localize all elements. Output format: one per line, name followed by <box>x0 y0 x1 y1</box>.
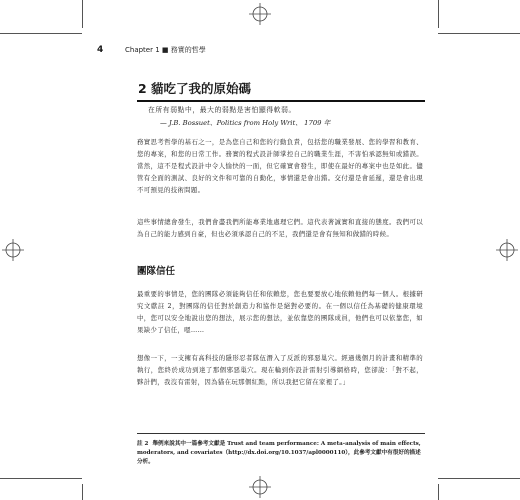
crop-mark-top-left-v <box>82 0 83 28</box>
page-number: 4 <box>97 45 104 55</box>
footnote <box>137 440 425 467</box>
crop-mark-top-right-v <box>438 0 439 28</box>
registration-mark-right <box>496 239 518 261</box>
epigraph-attribution: — J.B. Bossuet、Politics from Holy Writ、 1709 年 <box>160 119 331 127</box>
subheading-team-trust: 團隊信任 <box>137 266 176 277</box>
registration-mark-top <box>249 3 271 25</box>
running-header: Chapter 1 ■ 務實的哲學 <box>125 46 206 54</box>
crop-mark-top-left-h <box>0 33 82 34</box>
footnote-rule <box>137 433 425 434</box>
body-paragraph-2: 這些事情總會發生，我們會盡我們所能專業地處理它們。這代表著誠實和直接的態度。我們可以為自己的能力感到自豪，但也必須承認自己的不足，我們還是會有無知和做錯的時候。 <box>137 218 423 238</box>
body-paragraph-3: 最重要的事情是，您的團隊必須能夠信任和依賴您，您也要要放心地依賴他們每一個人。根據研究文獻註 2，對團隊的信任對於創造力和協作是絕對必要的。在一個以信任為基礎的健康環境中，您可以安全地說出您的想法，展示您的想法，並依靠您的團隊成員，他們也可以依靠您，如果缺少了信任，嗯…… <box>137 290 423 334</box>
body-paragraph-4: 想像一下，一支擁有高科技的隱形忍者隊伍潛入了反派的邪惡巢穴。經過幾個月的計畫和精準的執行，您終於成功到達了那個邪惡巢穴。現在輪到你設計雷射引導網格時，您卻說：「對不起，夥計們，我沒有雷射，因為貓在玩那個紅點，所以我把它留在家裡了。」 <box>137 354 423 386</box>
crop-mark-bottom-left-h <box>0 478 82 479</box>
crop-mark-bottom-right-h <box>438 478 520 479</box>
footnote-number: 註 2 <box>137 441 149 447</box>
crop-mark-top-right-h <box>438 33 520 34</box>
registration-mark-bottom <box>249 476 271 498</box>
registration-mark-left <box>2 239 24 261</box>
title-rule <box>137 100 425 102</box>
epigraph-quote: 在所有弱點中，最大的弱點是害怕顯得軟弱。 <box>148 106 296 114</box>
section-title: 2 貓吃了我的原始碼 <box>138 81 252 96</box>
crop-mark-bottom-right-v <box>438 484 439 500</box>
body-paragraph-1: 務實思考哲學的基石之一，是為您自己和您的行動負責，包括您的職業發展、您的學習和教育、您的專案，和您的日常工作。務實的程式設計師掌控自己的職業生涯，不害怕承認無知或錯誤。當然，這不是程式設計中令人愉快的一面，但它確實會發生，即使在最好的專案中也是如此。儘管有全面的測試、良好的文件和可靠的自動化，事情還是會出錯。交付還是會延遲，還是會出現不可預見的技術問題。 <box>137 138 423 194</box>
crop-mark-bottom-left-v <box>82 484 83 500</box>
footnote-text: 舉例來說其中一篇參考文獻是 Trust and team performance: A meta-analysis of main effects, moderators, and covariates（http://dx.doi.org/10.1037/apl0000110），此參考文獻中有很好的描述分析。 <box>137 441 421 465</box>
